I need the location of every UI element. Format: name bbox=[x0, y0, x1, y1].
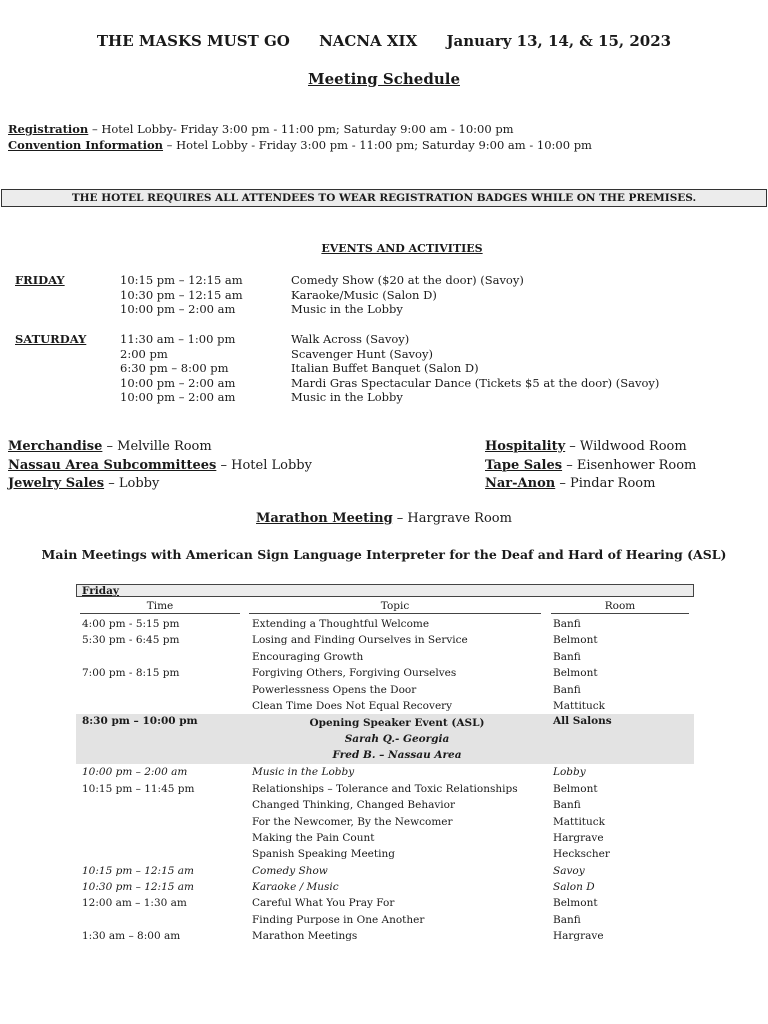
speaker-one: Sarah Q.- Georgia bbox=[344, 733, 450, 746]
registration-line bbox=[8, 122, 514, 136]
location-jewelry: Jewelry Sales – Lobby bbox=[8, 476, 160, 491]
table-row: Making the Pain Count Hargrave bbox=[252, 831, 604, 844]
event-item: Scavenger Hunt (Savoy) bbox=[291, 346, 433, 361]
location-subcommittees: Nassau Area Subcommittees – Hotel Lobby bbox=[8, 457, 312, 473]
column-header-time: Time bbox=[80, 599, 240, 614]
registration-label: Registration bbox=[8, 122, 89, 136]
event-time: 10:00 pm – 2:00 am bbox=[120, 302, 236, 316]
table-row: 10:30 pm – 12:15 am Karaoke / Music Salon D bbox=[82, 881, 595, 894]
table-row: Finding Purpose in One Another Banfi bbox=[252, 913, 581, 926]
table-row: For the Newcomer, By the Newcomer Mattituck bbox=[252, 815, 606, 828]
speaker-room: All Salons bbox=[553, 715, 612, 728]
table-day-header: Friday bbox=[76, 584, 694, 597]
speaker-two: Fred B. – Nassau Area bbox=[332, 749, 462, 762]
speaker-event-title: Opening Speaker Event (ASL) bbox=[309, 717, 485, 730]
table-row: 4:00 pm - 5:15 pm Extending a Thoughtful Welcome Banfi bbox=[82, 618, 581, 630]
registration-text: – Hotel Lobby- Friday 3:00 pm - 11:00 pm; Saturday 9:00 am - 10:00 pm bbox=[88, 122, 514, 136]
table-row: Changed Thinking, Changed Behavior Banfi bbox=[252, 799, 581, 812]
friday-items bbox=[291, 273, 524, 317]
table-row: 10:00 pm – 2:00 am Music in the Lobby Lobby bbox=[82, 766, 586, 779]
table-row: 10:15 pm – 11:45 pm Relationships – Tolerance and Toxic Relationships Belmont bbox=[82, 782, 598, 795]
asl-heading: Main Meetings with American Sign Language Interpreter for the Deaf and Hard of Hearing (ASL) bbox=[41, 547, 727, 562]
event-item: Music in the Lobby bbox=[291, 390, 403, 404]
speaker-time: 8:30 pm – 10:00 pm bbox=[82, 715, 198, 728]
saturday-times bbox=[120, 332, 235, 405]
marathon-line bbox=[0, 511, 768, 526]
saturday-items bbox=[291, 332, 659, 405]
saturday-label: SATURDAY bbox=[15, 332, 87, 346]
table-row: Powerlessness Opens the Door Banfi bbox=[252, 683, 581, 696]
page-subtitle: Meeting Schedule bbox=[308, 70, 460, 88]
table-row: Spanish Speaking Meeting Heckscher bbox=[252, 848, 610, 861]
event-time: 6:30 pm – 8:00 pm bbox=[120, 361, 229, 375]
schedule-table bbox=[76, 616, 694, 945]
location-tape-sales: Tape Sales – Eisenhower Room bbox=[485, 457, 697, 473]
table-row: 12:00 am – 1:30 am Careful What You Pray For Belmont bbox=[82, 897, 598, 910]
table-row: 5:30 pm - 6:45 pm Losing and Finding Ourselves in Service Belmont bbox=[82, 634, 598, 647]
opening-speaker-row bbox=[76, 714, 694, 764]
event-name: NACNA XIX bbox=[319, 32, 418, 50]
convention-info-line bbox=[8, 138, 592, 152]
event-dates: January 13, 14, & 15, 2023 bbox=[446, 32, 672, 50]
table-row: 7:00 pm - 8:15 pm Forgiving Others, Forgiving Ourselves Belmont bbox=[82, 667, 598, 680]
event-item: Walk Across (Savoy) bbox=[291, 332, 410, 346]
friday-label: FRIDAY bbox=[15, 273, 65, 287]
table-row: Clean Time Does Not Equal Recovery Mattituck bbox=[252, 699, 606, 712]
friday-times bbox=[120, 273, 243, 317]
badge-notice: THE HOTEL REQUIRES ALL ATTENDEES TO WEAR REGISTRATION BADGES WHILE ON THE PREMISES. bbox=[1, 189, 767, 207]
marathon-room: – Hargrave Room bbox=[392, 511, 512, 526]
marathon-label: Marathon Meeting bbox=[256, 511, 393, 526]
event-time: 10:30 pm – 12:15 am bbox=[120, 287, 243, 302]
event-item: Comedy Show ($20 at the door) (Savoy) bbox=[291, 273, 524, 287]
table-row: Encouraging Growth Banfi bbox=[252, 650, 581, 663]
event-item: Mardi Gras Spectacular Dance (Tickets $5 at the door) (Savoy) bbox=[291, 375, 660, 390]
convention-label: Convention Information bbox=[8, 138, 164, 152]
event-time: 10:15 pm – 12:15 am bbox=[120, 273, 243, 287]
event-time: 2:00 pm bbox=[120, 346, 168, 361]
event-time: 11:30 am – 1:00 pm bbox=[120, 332, 236, 346]
event-item: Italian Buffet Banquet (Salon D) bbox=[291, 361, 479, 375]
document-title bbox=[0, 32, 768, 50]
event-item: Karaoke/Music (Salon D) bbox=[291, 287, 437, 302]
locations-left bbox=[8, 438, 312, 494]
event-item: Music in the Lobby bbox=[291, 302, 403, 316]
theme-title: THE MASKS MUST GO bbox=[96, 32, 290, 50]
speaker-details bbox=[252, 715, 542, 763]
event-time: 10:00 pm – 2:00 am bbox=[120, 375, 236, 390]
locations-right bbox=[485, 438, 696, 494]
column-header-room: Room bbox=[551, 599, 689, 614]
table-row: 10:15 pm – 12:15 am Comedy Show Savoy bbox=[82, 864, 585, 877]
table-row: 1:30 am – 8:00 am Marathon Meetings Hargrave bbox=[82, 930, 604, 943]
events-heading: EVENTS AND ACTIVITIES bbox=[321, 242, 483, 255]
location-nar-anon: Nar-Anon – Pindar Room bbox=[485, 476, 656, 491]
location-hospitality: Hospitality – Wildwood Room bbox=[485, 439, 687, 454]
column-header-topic: Topic bbox=[249, 599, 541, 614]
event-time: 10:00 pm – 2:00 am bbox=[120, 390, 236, 404]
location-merchandise: Merchandise – Melville Room bbox=[8, 439, 212, 454]
convention-text: – Hotel Lobby - Friday 3:00 pm - 11:00 pm; Saturday 9:00 am - 10:00 pm bbox=[163, 138, 592, 152]
